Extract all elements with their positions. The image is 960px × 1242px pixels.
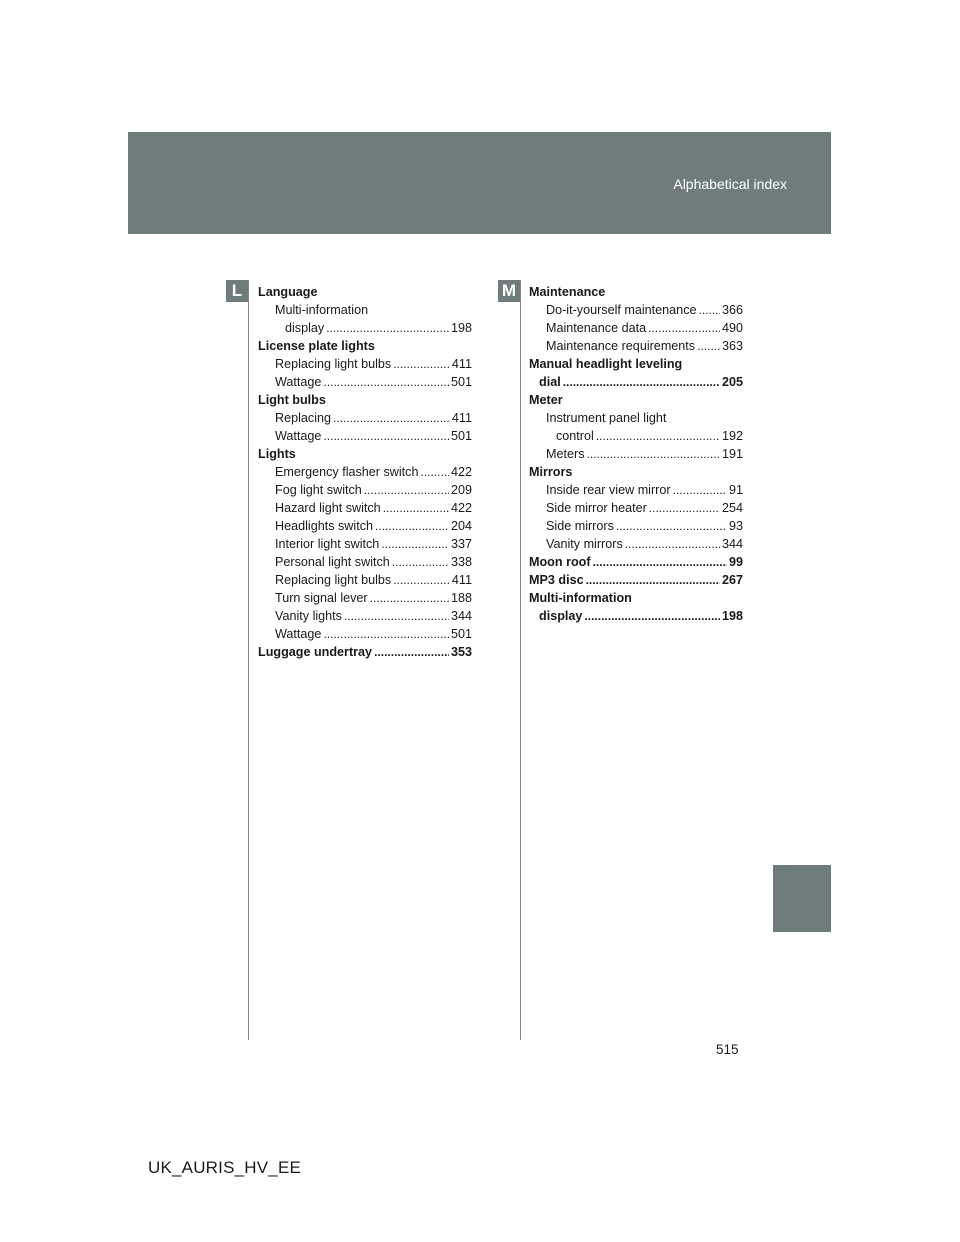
entry-page: 344 — [450, 609, 472, 623]
index-entry — [258, 643, 472, 661]
dot-leader — [673, 481, 727, 499]
dot-leader — [699, 301, 720, 319]
dot-leader — [381, 535, 449, 553]
dot-leader — [326, 319, 449, 337]
entry-text: Emergency flasher switch — [275, 465, 419, 479]
entry-page: 91 — [728, 483, 743, 497]
entry-page: 422 — [450, 501, 472, 515]
document-code: UK_AURIS_HV_EE — [148, 1158, 302, 1177]
index-entry — [258, 391, 472, 409]
index-subentry — [258, 319, 472, 337]
entry-page: 344 — [721, 537, 743, 551]
index-subentry — [529, 445, 743, 463]
chapter-tab — [773, 865, 831, 932]
index-entry — [529, 355, 743, 373]
index-subentry — [258, 535, 472, 553]
entry-page: 363 — [721, 339, 743, 353]
entry-text: MP3 disc — [529, 573, 584, 587]
index-subentry — [258, 607, 472, 625]
entry-text: Turn signal lever — [275, 591, 368, 605]
entry-text: display — [539, 609, 583, 623]
index-entry — [529, 391, 743, 409]
entry-text: Instrument panel light — [546, 411, 667, 425]
entry-text: Headlights switch — [275, 519, 373, 533]
index-subentry — [529, 337, 743, 355]
index-subentry — [529, 319, 743, 337]
dot-leader — [616, 517, 727, 535]
index-entry — [529, 607, 743, 625]
entry-text: Personal light switch — [275, 555, 390, 569]
dot-leader — [333, 409, 450, 427]
index-column-l — [258, 283, 472, 661]
entry-text: Hazard light switch — [275, 501, 381, 515]
index-subentry — [258, 517, 472, 535]
index-entry — [529, 589, 743, 607]
index-subentry — [258, 481, 472, 499]
entry-page: 411 — [451, 573, 472, 587]
entry-text: Light bulbs — [258, 393, 326, 407]
dot-leader — [323, 427, 449, 445]
index-subentry — [258, 463, 472, 481]
dot-leader — [697, 337, 720, 355]
index-subentry — [529, 517, 743, 535]
index-subentry — [529, 535, 743, 553]
dot-leader — [648, 319, 720, 337]
entry-page: 501 — [450, 429, 472, 443]
index-column-m — [529, 283, 743, 625]
entry-page: 191 — [721, 447, 743, 461]
entry-text: Replacing light bulbs — [275, 357, 392, 371]
column-divider-left — [248, 280, 249, 1040]
entry-page: 366 — [721, 303, 743, 317]
section-title: Alphabetical index — [673, 176, 787, 192]
column-divider-right — [520, 280, 521, 1040]
entry-text: Maintenance — [529, 285, 606, 299]
entry-text: Meter — [529, 393, 563, 407]
entry-page: 501 — [450, 375, 472, 389]
index-entry — [258, 283, 472, 301]
entry-text: Inside rear view mirror — [546, 483, 671, 497]
entry-text: Multi-information — [275, 303, 369, 317]
dot-leader — [596, 427, 720, 445]
entry-text: Manual headlight leveling — [529, 357, 683, 371]
dot-leader — [393, 355, 450, 373]
dot-leader — [393, 571, 450, 589]
dot-leader — [323, 625, 449, 643]
entry-page: 411 — [451, 411, 472, 425]
index-subentry — [529, 499, 743, 517]
dot-leader — [563, 373, 720, 391]
entry-page: 338 — [450, 555, 472, 569]
entry-text: Vanity mirrors — [546, 537, 623, 551]
dot-leader — [375, 517, 449, 535]
entry-text: Moon roof — [529, 555, 591, 569]
entry-page: 254 — [721, 501, 743, 515]
entry-page: 192 — [721, 429, 743, 443]
entry-page: 501 — [450, 627, 472, 641]
index-subentry — [529, 409, 743, 427]
entry-page: 422 — [450, 465, 472, 479]
entry-text: Side mirrors — [546, 519, 614, 533]
header-band — [128, 132, 831, 234]
entry-text: Multi-information — [529, 591, 632, 605]
dot-leader — [587, 445, 720, 463]
entry-page: 198 — [450, 321, 472, 335]
entry-text: Lights — [258, 447, 296, 461]
entry-page: 490 — [721, 321, 743, 335]
index-subentry — [258, 355, 472, 373]
entry-text: Side mirror heater — [546, 501, 647, 515]
dot-leader — [649, 499, 720, 517]
index-subentry — [258, 553, 472, 571]
index-subentry — [258, 427, 472, 445]
entry-text: control — [556, 429, 594, 443]
index-entry — [258, 337, 472, 355]
entry-text: Maintenance requirements — [546, 339, 696, 353]
dot-leader — [586, 571, 720, 589]
entry-text: Fog light switch — [275, 483, 362, 497]
dot-leader — [364, 481, 449, 499]
index-entry — [529, 283, 743, 301]
dot-leader — [383, 499, 449, 517]
entry-text: License plate lights — [258, 339, 375, 353]
entry-page: 99 — [728, 555, 743, 569]
entry-page: 337 — [450, 537, 472, 551]
entry-page: 353 — [450, 645, 472, 659]
entry-text: Meters — [546, 447, 585, 461]
entry-page: 198 — [721, 609, 743, 623]
entry-text: Luggage undertray — [258, 645, 373, 659]
entry-text: dial — [539, 375, 561, 389]
entry-page: 209 — [450, 483, 472, 497]
entry-text: Wattage — [275, 627, 322, 641]
index-subentry — [258, 625, 472, 643]
index-entry — [529, 571, 743, 589]
entry-text: Wattage — [275, 429, 322, 443]
entry-text: Replacing — [275, 411, 332, 425]
dot-leader — [344, 607, 449, 625]
index-subentry — [258, 373, 472, 391]
entry-text: Language — [258, 285, 318, 299]
entry-page: 205 — [721, 375, 743, 389]
entry-text: Mirrors — [529, 465, 573, 479]
index-subentry — [258, 409, 472, 427]
index-entry — [258, 445, 472, 463]
entry-page: 411 — [451, 357, 472, 371]
entry-page: 188 — [450, 591, 472, 605]
index-subentry — [258, 571, 472, 589]
index-subentry — [258, 499, 472, 517]
index-entry — [529, 373, 743, 391]
dot-leader — [625, 535, 720, 553]
index-subentry — [258, 589, 472, 607]
entry-page: 93 — [728, 519, 743, 533]
entry-text: Interior light switch — [275, 537, 380, 551]
section-letter-m: M — [498, 280, 520, 302]
index-subentry — [529, 481, 743, 499]
dot-leader — [392, 553, 449, 571]
index-subentry — [529, 301, 743, 319]
entry-text: Replacing light bulbs — [275, 573, 392, 587]
dot-leader — [323, 373, 449, 391]
dot-leader — [420, 463, 449, 481]
index-subentry — [258, 301, 472, 319]
index-subentry — [529, 427, 743, 445]
entry-text: display — [285, 321, 325, 335]
entry-page: 267 — [721, 573, 743, 587]
entry-text: Wattage — [275, 375, 322, 389]
entry-page: 204 — [450, 519, 472, 533]
dot-leader — [593, 553, 727, 571]
section-letter-l: L — [226, 280, 248, 302]
dot-leader — [374, 643, 449, 661]
dot-leader — [584, 607, 720, 625]
index-entry — [529, 463, 743, 481]
entry-text: Vanity lights — [275, 609, 342, 623]
entry-text: Do-it-yourself maintenance — [546, 303, 697, 317]
entry-text: Maintenance data — [546, 321, 647, 335]
dot-leader — [370, 589, 449, 607]
index-entry — [529, 553, 743, 571]
page-number: 515 — [716, 1042, 739, 1057]
